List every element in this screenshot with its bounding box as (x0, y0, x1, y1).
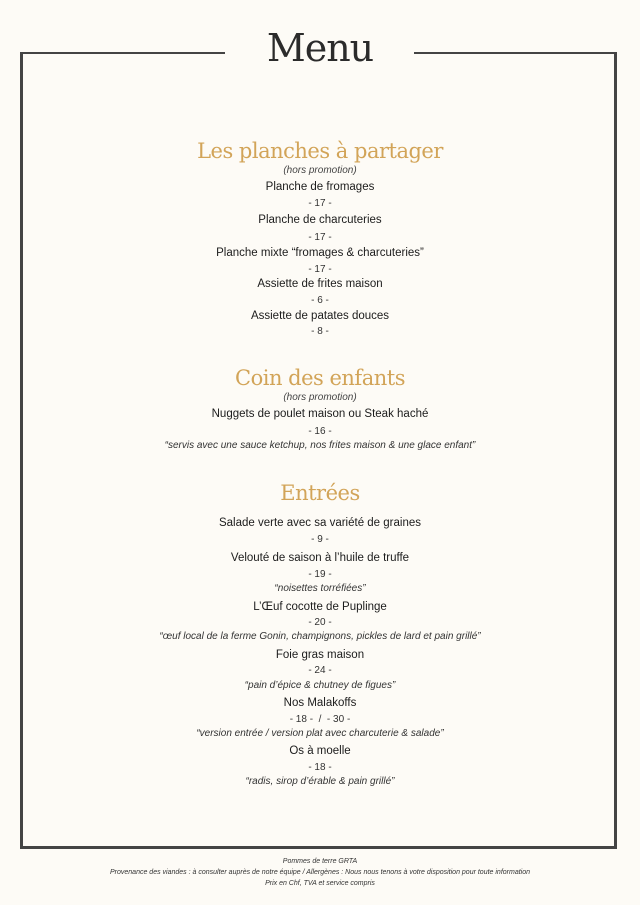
section-title-enfants: Coin des enfants (235, 366, 405, 390)
menu-item-price: - 24 - (308, 665, 332, 676)
menu-item-price: - 6 - (311, 295, 329, 306)
menu-item-price: - 18 - (308, 762, 332, 773)
section-subtitle: (hors promotion) (283, 392, 357, 403)
menu-item-price: - 20 - (308, 617, 332, 628)
menu-item-name: Assiette de frites maison (257, 278, 383, 290)
menu-item-note: “pain d’épice & chutney de figues” (244, 680, 396, 691)
menu-item-name: L’Œuf cocotte de Puplinge (253, 601, 387, 613)
menu-item-name: Nuggets de poulet maison ou Steak haché (211, 408, 429, 420)
menu-item-name: Planche de charcuteries (258, 214, 382, 226)
menu-item-note: “radis, sirop d’érable & pain grillé” (245, 776, 395, 787)
menu-item-price: - 17 - (308, 264, 332, 275)
menu-item-name: Planche mixte “fromages & charcuteries” (216, 247, 424, 259)
menu-item-price: - 9 - (311, 534, 329, 545)
menu-item-name: Planche de fromages (265, 181, 375, 193)
menu-item-name: Foie gras maison (275, 649, 365, 661)
menu-item-note: “noisettes torréfiées” (274, 583, 366, 594)
menu-item-price: - 18 - / - 30 - (289, 714, 351, 725)
menu-item-name: Assiette de patates douces (250, 310, 390, 322)
menu-item-price: - 17 - (308, 198, 332, 209)
menu-item-price: - 17 - (308, 232, 332, 243)
menu-item-name: Os à moelle (289, 745, 351, 757)
footer-line: Pommes de terre GRTA (282, 858, 358, 865)
frame-bottom-border (20, 846, 617, 849)
footer-line: Provenance des viandes : à consulter auprès de notre équipe / Allergènes : Nous nous tenons à votre disposition pour toute information (110, 869, 530, 876)
page-title: Menu (266, 26, 374, 70)
menu-item-note: “œuf local de la ferme Gonin, champignons, pickles de lard et pain grillé” (159, 631, 481, 642)
menu-item-price: - 16 - (308, 426, 332, 437)
menu-item-price: - 19 - (308, 569, 332, 580)
menu-item-note: “servis avec une sauce ketchup, nos frites maison & une glace enfant” (164, 440, 476, 451)
menu-item-name: Salade verte avec sa variété de graines (218, 517, 421, 529)
menu-item-note: “version entrée / version plat avec charcuterie & salade” (196, 728, 444, 739)
section-title-planches: Les planches à partager (197, 139, 443, 163)
footer-line: Prix en Chf, TVA et service compris (265, 880, 375, 887)
section-title-entrees: Entrées (280, 481, 360, 505)
menu-item-price: - 8 - (311, 326, 329, 337)
menu-item-name: Nos Malakoffs (283, 697, 357, 709)
menu-item-name: Velouté de saison à l’huile de truffe (230, 552, 410, 564)
section-subtitle: (hors promotion) (283, 165, 357, 176)
